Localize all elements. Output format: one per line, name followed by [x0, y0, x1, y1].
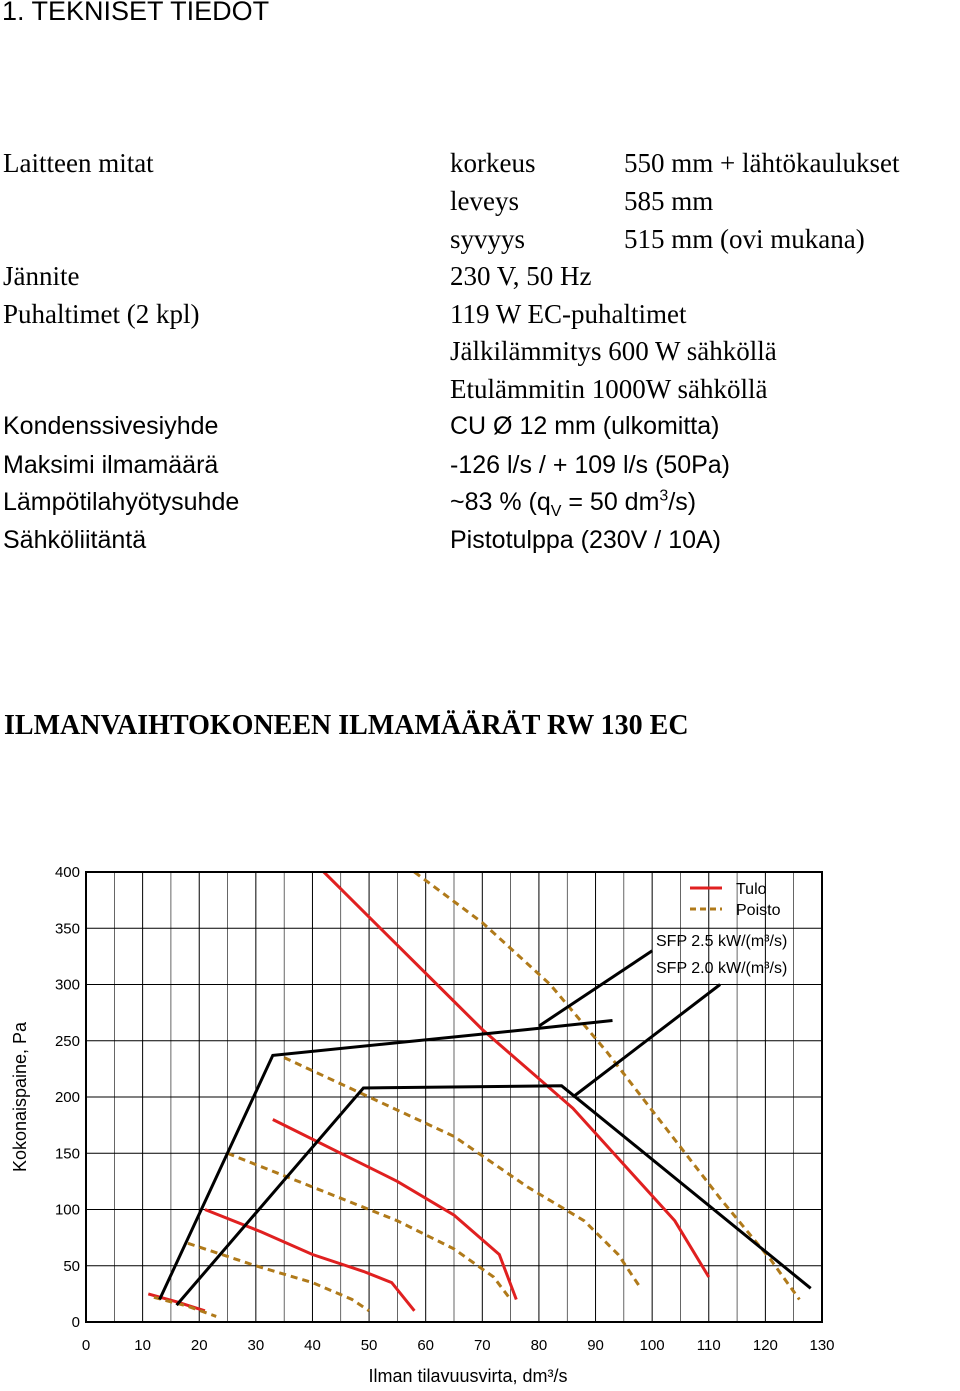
x-tick-label: 30	[247, 1337, 265, 1354]
y-tick-label: 350	[54, 920, 80, 938]
x-tick-label: 130	[809, 1337, 835, 1354]
x-tick-label: 10	[134, 1337, 151, 1354]
depth-value: 515 mm (ovi mukana)	[624, 224, 865, 254]
section-heading: 1. TEKNISET TIEDOT	[2, 0, 270, 26]
width-value: 585 mm	[624, 186, 714, 216]
y-tick-label: 50	[63, 1257, 80, 1275]
efficiency-mid: = 50 dm	[561, 488, 660, 516]
width-label: leveys	[450, 186, 519, 216]
x-tick-label: 100	[639, 1337, 665, 1354]
sfp-25-label: SFP 2.5 kW/(m³/s)	[656, 933, 788, 950]
efficiency-subscript: V	[550, 503, 562, 520]
voltage-label: Jännite	[3, 261, 80, 291]
height-label: korkeus	[450, 148, 536, 178]
efficiency-value	[450, 487, 697, 520]
max-air-value: -126 l/s / + 109 l/s (50Pa)	[450, 451, 731, 479]
poisto-curve	[188, 1243, 369, 1311]
sfp-20-label: SFP 2.0 kW/(m³/s)	[656, 960, 788, 977]
x-tick-label: 70	[473, 1337, 491, 1354]
afterheater-value: Jälkilämmitys 600 W sähköllä	[450, 336, 777, 366]
x-tick-label: 0	[81, 1337, 91, 1354]
efficiency-suffix: /s)	[668, 488, 697, 516]
poisto-curve	[154, 1297, 216, 1316]
height-value: 550 mm + lähtökaulukset	[624, 148, 900, 178]
chart-title: ILMANVAIHTOKONEEN ILMAMÄÄRÄT RW 130 EC	[4, 710, 689, 741]
efficiency-prefix: ~83 % (q	[450, 488, 551, 516]
tulo-curve	[148, 1294, 205, 1311]
x-tick-label: 90	[587, 1337, 604, 1354]
x-tick-label: 20	[190, 1337, 208, 1354]
condensate-label: Kondenssivesiyhde	[3, 412, 219, 440]
dimensions-label: Laitteen mitat	[3, 148, 154, 178]
y-tick-label: 0	[71, 1314, 80, 1331]
sfp-line	[177, 1086, 811, 1305]
efficiency-superscript: 3	[659, 487, 669, 505]
y-tick-label: 400	[54, 864, 80, 881]
depth-label: syvyys	[450, 224, 526, 254]
x-tick-label: 80	[530, 1337, 548, 1354]
airflow-chart	[0, 850, 960, 1391]
fans-value: 119 W EC-puhaltimet	[450, 299, 687, 329]
x-tick-label: 110	[696, 1337, 721, 1354]
legend-poisto-label: Poisto	[736, 902, 781, 919]
max-air-label: Maksimi ilmamäärä	[3, 451, 219, 479]
condensate-value: CU Ø 12 mm (ulkomitta)	[450, 412, 720, 440]
preheater-value: Etulämmitin 1000W sähköllä	[450, 374, 768, 404]
y-tick-label: 150	[54, 1145, 80, 1163]
tulo-curve	[324, 872, 709, 1277]
chart-operating-lines	[160, 951, 811, 1305]
x-tick-label: 40	[304, 1337, 321, 1354]
efficiency-label: Lämpötilahyötysuhde	[3, 488, 240, 516]
y-tick-label: 250	[54, 1032, 80, 1050]
y-tick-label: 300	[54, 976, 80, 994]
x-tick-label: 60	[417, 1337, 435, 1354]
legend-tulo-label: Tulo	[736, 881, 767, 898]
x-tick-label: 50	[360, 1337, 378, 1354]
x-axis-label: Ilman tilavuusvirta, dm³/s	[368, 1366, 568, 1386]
electric-label: Sähköliitäntä	[3, 526, 147, 554]
voltage-value: 230 V, 50 Hz	[450, 261, 592, 291]
y-tick-label: 100	[54, 1201, 80, 1219]
y-tick-label: 200	[54, 1089, 80, 1106]
electric-value: Pistotulppa (230V / 10A)	[450, 526, 721, 554]
x-tick-label: 120	[752, 1337, 778, 1354]
y-axis-label: Kokonaispaine, Pa	[10, 1021, 30, 1173]
fans-label: Puhaltimet (2 kpl)	[3, 299, 200, 329]
